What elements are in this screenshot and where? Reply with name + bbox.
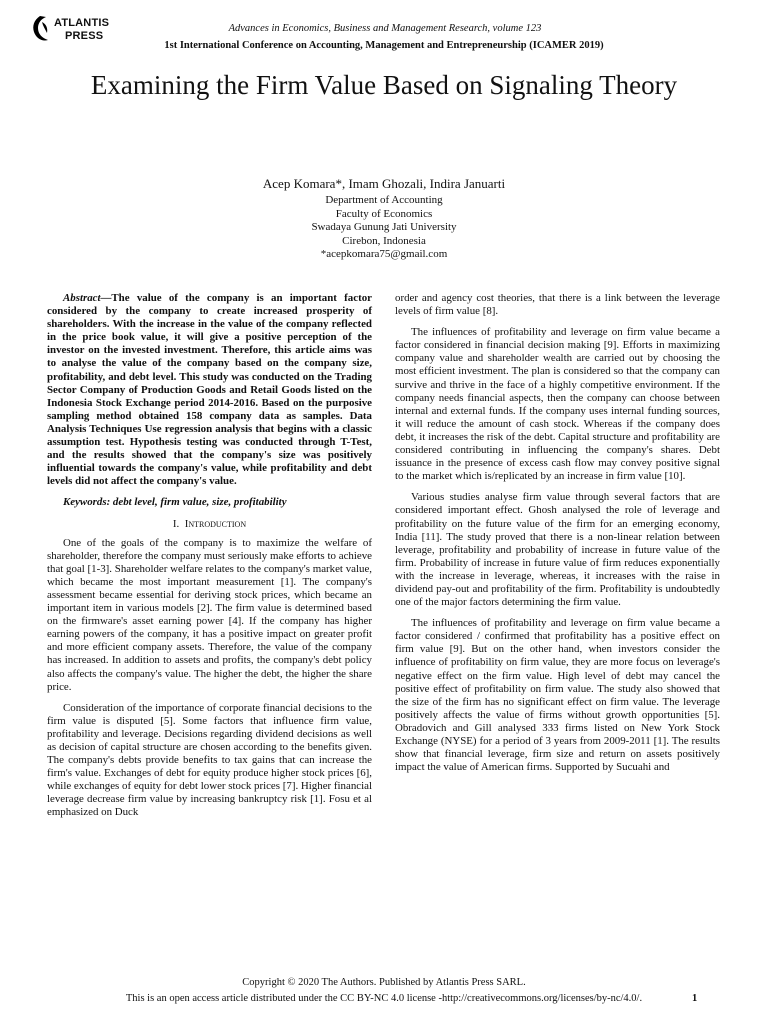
license-notice: This is an open access article distributed under the CC BY-NC 4.0 license -http://creativecommons.org/licenses/by-nc/4.0/.: [125, 993, 643, 1004]
body-paragraph: Consideration of the importance of corporate financial decisions to the firm value is disputed [5]. Some factors that influence firm value, profitability and leverage. Decisions regarding dividend decisions as well as decision of capital structure are chosen according to the benefits given. The company's debts provide benefits to tax gains that can increase the firm's value. Exchanges of debt for equity produce higher stock prices [6], while exchanges of equity for debt lower stock prices [7]. Higher financial leverage decrease firm value by increasing bankruptcy risk [1]. Fosu et al emphasized on Duck: [47, 701, 372, 819]
affiliation-city: Cirebon, Indonesia: [342, 234, 426, 247]
body-paragraph: The influences of profitability and leverage on firm value became a factor considered / confirmed that profitability has a positive effect on firm value [9]. But on the other hand, when investors consider the influence of profitability on firm value, they are more focus on leverage's negative effect on the firm value. High level of debt may cancel the positive effect of profitability on firm value. The study also showed that the size of the firm has no significant effect on firm value. The leverage positively affects the value of firms without growth opportunities [5]. Obradovich and Gill analysed 333 firms listed on New York Stock Exchange (NYSE) for a period of 3 years from 2009-2011 [1]. The results show that financial leverage, firm size and return on assets positively impact the value of American firms. Supported by Sucuahi and: [395, 617, 720, 774]
publisher-name-line2: PRESS: [65, 30, 104, 42]
body-paragraph: One of the goals of the company is to maximize the welfare of shareholder, therefore the company must seriously make efforts to achieve that goal [1-3]. Shareholder welfare relates to the company's market value, which became the most important measurement [1]. The company's assessment became essential for deriving stock prices, which became an important item in various models [2]. The firm value is determined based on the firmware's asset earning power [4]. If the company has higher earning powers of the company, it has a positive impact on greater profit and more efficient company assets. Therefore, the value of the company has increased. In addition to assets and profits, the company's debt policy also affects the company's value. The higher the debt, the higher the share price.: [47, 536, 372, 693]
section-number: I.: [172, 517, 180, 530]
journal-series: Advances in Economics, Business and Management Research, volume 123: [228, 23, 542, 34]
conference-name: 1st International Conference on Accounting, Management and Entrepreneurship (ICAMER 2019): [164, 40, 604, 51]
affiliation-dept: Department of Accounting: [325, 194, 443, 206]
atlantis-logo-icon: [28, 14, 52, 44]
left-column: [47, 292, 372, 828]
abstract-label: Abstract: [63, 292, 101, 304]
author-email[interactable]: *acepkomara75@gmail.com: [320, 248, 448, 261]
author-list: Acep Komara*, Imam Ghozali, Indira Januarti: [262, 176, 506, 191]
affiliation-faculty: Faculty of Economics: [335, 207, 433, 220]
section-title: Introduction: [184, 517, 247, 530]
section-heading-introduction: [47, 518, 372, 531]
body-paragraph: The influences of profitability and leverage on firm value became a factor considered in financial decision making [9]. Efforts in maximizing company value and shareholder wealth are carried out by choosing the most efficient investment. The plan is considered so that the company can survive and thrive in the face of a highly competitive environment. If the company needs financial aspects, then the company can choose between internal and external funds. If the company uses internal funding sources, it will reduce the amount of cash stock. Whereas if the company does debt, it increases the risk of the debt. Capital structure and profitability are considered contributing in influencing the company's shares. Debt issuance in the presence of excess cash flow may convey positive signal to the market which is/replicated by an increase in firm value [10].: [395, 326, 720, 483]
affiliation: [200, 194, 568, 262]
abstract: [47, 292, 372, 488]
copyright-notice: Copyright © 2020 The Authors. Published by Atlantis Press SARL.: [242, 977, 526, 988]
page-number: 1: [692, 993, 698, 1004]
body-paragraph: order and agency cost theories, that there is a link between the leverage levels of firm value [8].: [395, 292, 720, 318]
body-paragraph: Various studies analyse firm value through several factors that are considered important effect. Ghosh analysed the role of leverage and profitability on the future value of the firm for an emerging economy, India [11]. The study proved that there is a non-linear relation between leverage, profitability and probability of increase in future value of the firm. Probability of increase in future value of firm reduces exponentially with the increase in leverage, whereas, it increases with the raise in dividend pay-out and profitability of the firm. Profitability is undoubtedly one of the major factors determining the firm value.: [395, 491, 720, 609]
keywords: Keywords: debt level, firm value, size, profitability: [63, 496, 287, 509]
abstract-text: —The value of the company is an important factor considered by the company to create increased prosperity of shareholders. With the increase in the value of the company reflected in the price book value, it will give a positive perception of the investor on the invested investment. Therefore, this article aims was to analyse the value of the company based on the company size, profitability, and debt level. This study was conducted on the Trading Sector Company of Production Goods and Retail Goods listed on the Indonesia Stock Exchange period 2014-2016. Based on the purposive sampling method obtained 158 company data as samples. Data Analysis Techniques Use regression analysis that begins with a classic assumption test. Hypothesis testing was conducted through T-Test, and the results showed that the company's size was positively influential towards the company's value, while profitability and debt levels did not affect the company's value.: [47, 292, 372, 488]
paper-title: Examining the Firm Value Based on Signaling Theory: [90, 70, 678, 100]
right-column: [395, 292, 720, 782]
publisher-name-line1: ATLANTIS: [54, 17, 110, 29]
affiliation-university: Swadaya Gunung Jati University: [311, 221, 457, 234]
